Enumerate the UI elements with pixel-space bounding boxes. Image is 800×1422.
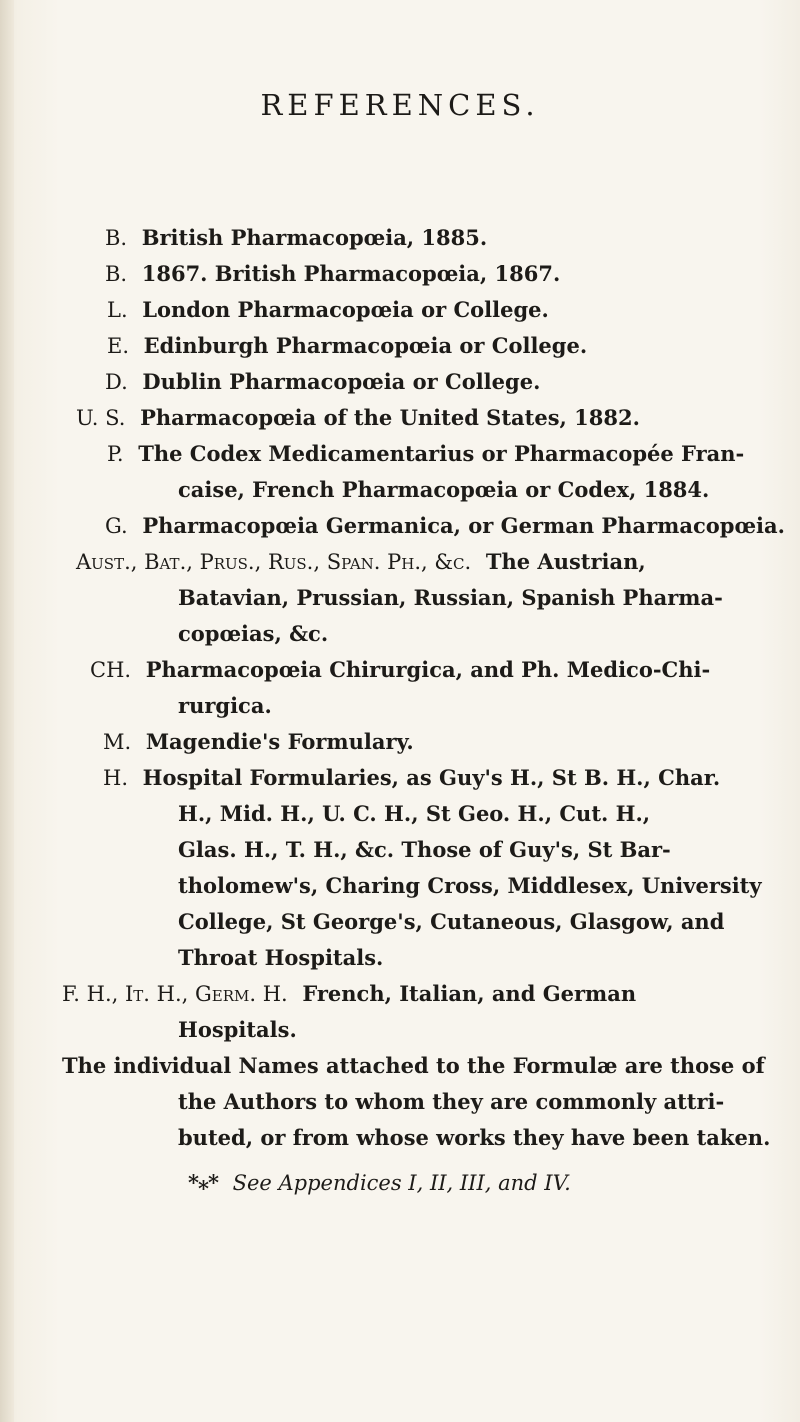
entry-l [107, 296, 549, 324]
entry-abbr: P. [107, 442, 124, 466]
entry-continuation: Batavian, Prussian, Russian, Spanish Pharma- [178, 585, 723, 610]
entry-abbr: F. H., It. H., Germ. H. [62, 982, 288, 1006]
entry-text: Pharmacopœia Chirurgica, and Ph. Medico-Chi- [145, 657, 711, 682]
entry-continuation: buted, or from whose works they have been taken. [178, 1125, 771, 1150]
entry-continuation: College, St George's, Cutaneous, Glasgow, and [178, 909, 725, 934]
entry-text: French, Italian, and German [302, 981, 637, 1006]
entry-abbr: CH. [90, 658, 132, 682]
entry-continuation: rurgica. [178, 693, 272, 718]
entry-b [105, 224, 487, 252]
entry-continuation: caise, French Pharmacopœia or Codex, 1884. [178, 477, 710, 502]
entry-text: 1867. British Pharmacopœia, 1867. [141, 261, 561, 286]
entry-abbr: B. [105, 262, 128, 286]
entry-e [107, 332, 587, 360]
entry-abbr: H. [103, 766, 128, 790]
entry-m [103, 728, 414, 756]
entry-abbr: U. S. [76, 406, 126, 430]
entry-continuation: H., Mid. H., U. C. H., St Geo. H., Cut. H., [178, 801, 651, 826]
entry-abbr: M. [103, 730, 132, 754]
entry-ch [90, 656, 710, 684]
page-edge-shadow [0, 0, 14, 1422]
entry-text: Magendie's Formulary. [145, 729, 414, 754]
entry-b-1867 [105, 260, 560, 288]
entry-text: British Pharmacopœia, 1885. [141, 225, 488, 250]
entry-abbr: D. [105, 370, 128, 394]
entry-p [107, 440, 744, 468]
entry-abbr: B. [105, 226, 128, 250]
entry-h [103, 764, 720, 792]
entry-continuation: copœias, &c. [178, 621, 329, 646]
page-title: REFERENCES. [260, 88, 540, 122]
entry-abbr: L. [107, 298, 128, 322]
entry-continuation: Hospitals. [178, 1017, 297, 1042]
entry-individual-names [62, 1052, 765, 1080]
entry-aust [76, 548, 646, 576]
entry-continuation: the Authors to whom they are commonly attri- [178, 1089, 725, 1114]
entry-continuation: Glas. H., T. H., &c. Those of Guy's, St Bar- [178, 837, 671, 862]
entry-text: The Austrian, [485, 549, 646, 574]
entry-fh [62, 980, 636, 1008]
entry-abbr: E. [107, 334, 130, 358]
entry-text: London Pharmacopœia or College. [142, 297, 549, 322]
appendices-note [188, 1170, 571, 1195]
entry-text: Dublin Pharmacopœia or College. [142, 369, 541, 394]
asterism: *⁎* [188, 1170, 218, 1195]
entry-g [105, 512, 785, 540]
entry-continuation: Throat Hospitals. [178, 945, 384, 970]
entry-text: The individual Names attached to the Formulæ are those of [62, 1053, 765, 1078]
entry-text: The Codex Medicamentarius or Pharmacopée Fran- [138, 441, 745, 466]
entry-us [76, 404, 640, 432]
entry-continuation: tholomew's, Charing Cross, Middlesex, University [178, 873, 762, 898]
appendices-note-text: See Appendices I, II, III, and IV. [232, 1171, 571, 1195]
entry-text: Edinburgh Pharmacopœia or College. [143, 333, 588, 358]
entry-abbr: G. [105, 514, 128, 538]
entry-text: Hospital Formularies, as Guy's H., St B. H., Char. [142, 765, 721, 790]
entry-text: Pharmacopœia Germanica, or German Pharmacopœia. [142, 513, 785, 538]
entry-abbr: Aust., Bat., Prus., Rus., Span. Ph., &c. [76, 550, 472, 574]
entry-d [105, 368, 540, 396]
entry-text: Pharmacopœia of the United States, 1882. [140, 405, 640, 430]
